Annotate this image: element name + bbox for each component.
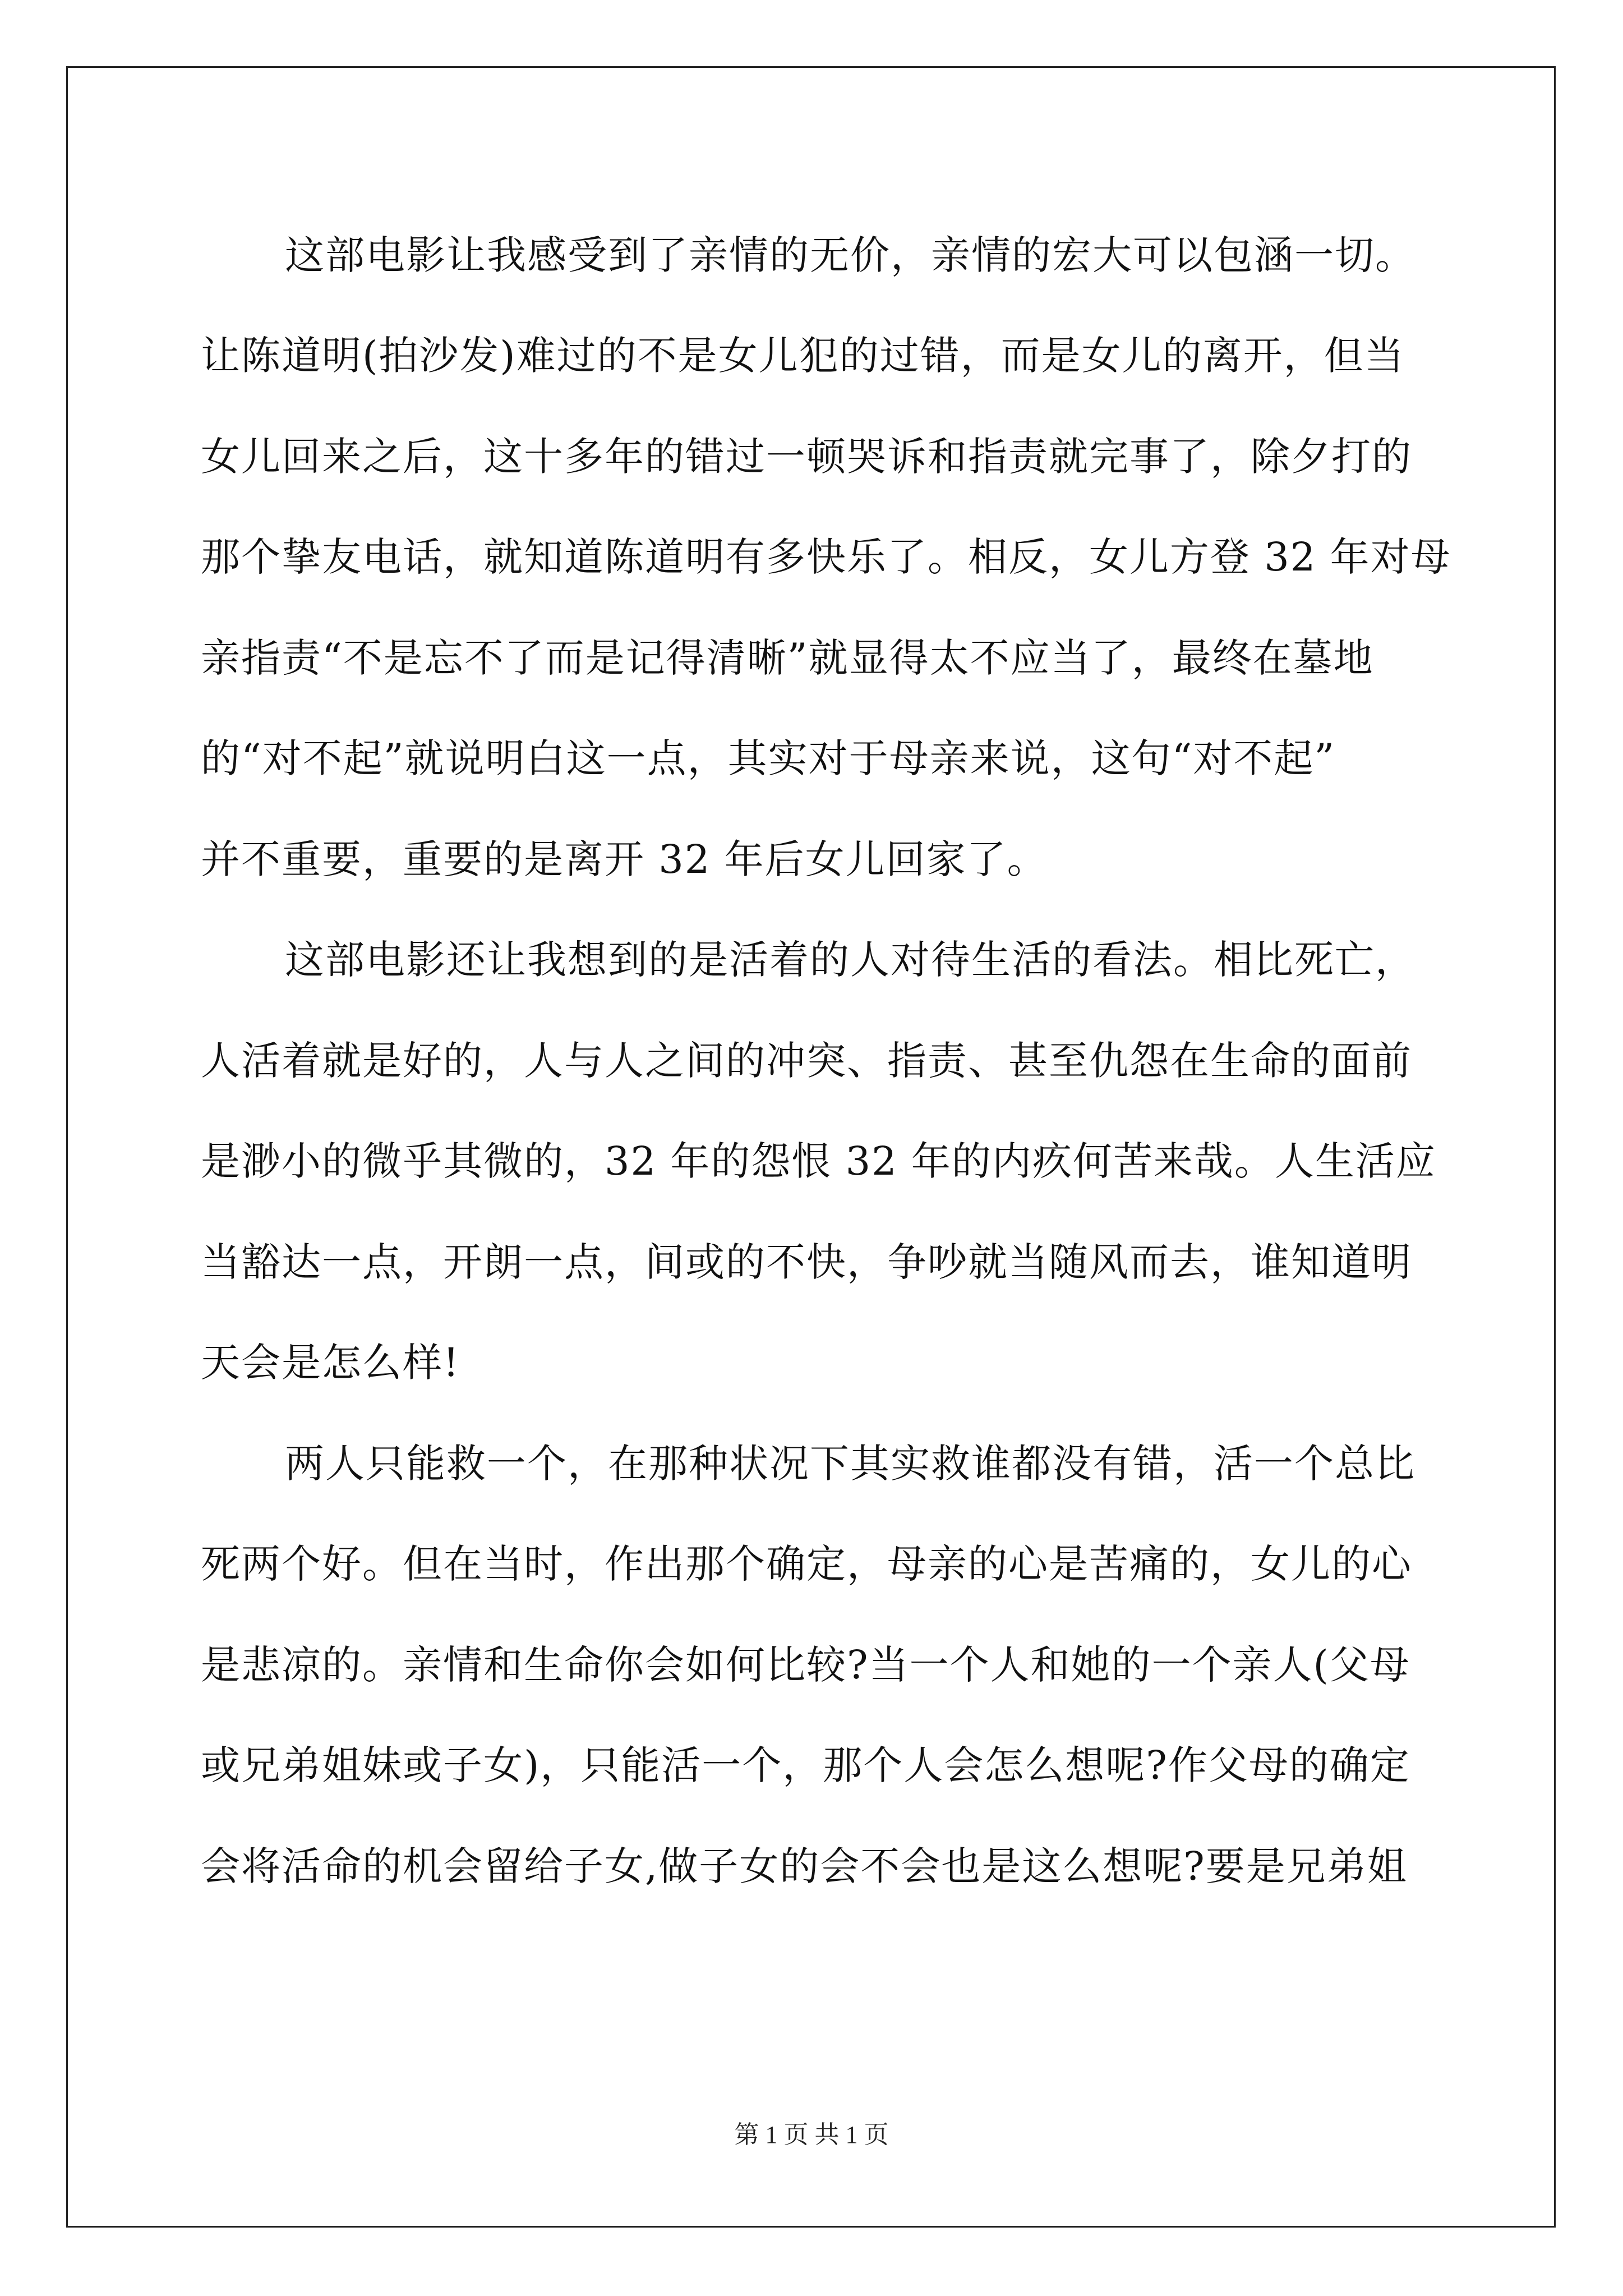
paragraph-1-line-2: 让陈道明(拍沙发)难过的不是女儿犯的过错，而是女儿的离开，但当 bbox=[201, 333, 1405, 379]
paragraph-2-line-2: 人活着就是好的，人与人之间的冲突、指责、甚至仇怨在生命的面前 bbox=[201, 1038, 1412, 1084]
paragraph-3-line-2: 死两个好。但在当时，作出那个确定，母亲的心是苦痛的，女儿的心 bbox=[201, 1541, 1412, 1587]
paragraph-2-line-5: 天会是怎么样! bbox=[201, 1340, 460, 1386]
paragraph-2-line-1: 这部电影还让我想到的是活着的人对待生活的看法。相比死亡， bbox=[285, 937, 1415, 983]
paragraph-1-line-6: 的“对不起”就说明白这一点，其实对于母亲来说，这句“对不起” bbox=[201, 735, 1336, 781]
paragraph-1-line-4: 那个挚友电话，就知道陈道明有多快乐了。相反，女儿方登 32 年对母 bbox=[201, 534, 1451, 580]
paragraph-2-line-3: 是渺小的微乎其微的，32 年的怨恨 32 年的内疚何苦来哉。人生活应 bbox=[201, 1138, 1436, 1184]
paragraph-1-line-5: 亲指责“不是忘不了而是记得清晰”就显得太不应当了，最终在墓地 bbox=[201, 635, 1374, 681]
paragraph-1-line-3: 女儿回来之后，这十多年的错过一顿哭诉和指责就完事了，除夕打的 bbox=[201, 434, 1412, 480]
paragraph-1-line-1: 这部电影让我感受到了亲情的无价，亲情的宏大可以包涵一切。 bbox=[285, 232, 1415, 278]
paragraph-3-line-5: 会将活命的机会留给子女,做子女的会不会也是这么想呢?要是兄弟姐 bbox=[201, 1843, 1408, 1889]
paragraph-1-line-7: 并不重要，重要的是离开 32 年后女儿回家了。 bbox=[201, 836, 1048, 882]
page-number-footer: 第 1 页 共 1 页 bbox=[734, 2121, 889, 2148]
paragraph-3-line-3: 是悲凉的。亲情和生命你会如何比较?当一个人和她的一个亲人(父母 bbox=[201, 1642, 1410, 1688]
paragraph-2-line-4: 当豁达一点，开朗一点，间或的不快，争吵就当随风而去，谁知道明 bbox=[201, 1239, 1412, 1285]
paragraph-3-line-1: 两人只能救一个，在那种状况下其实救谁都没有错，活一个总比 bbox=[285, 1441, 1415, 1487]
paragraph-3-line-4: 或兄弟姐妹或子女)，只能活一个，那个人会怎么想呢?作父母的确定 bbox=[201, 1742, 1410, 1788]
